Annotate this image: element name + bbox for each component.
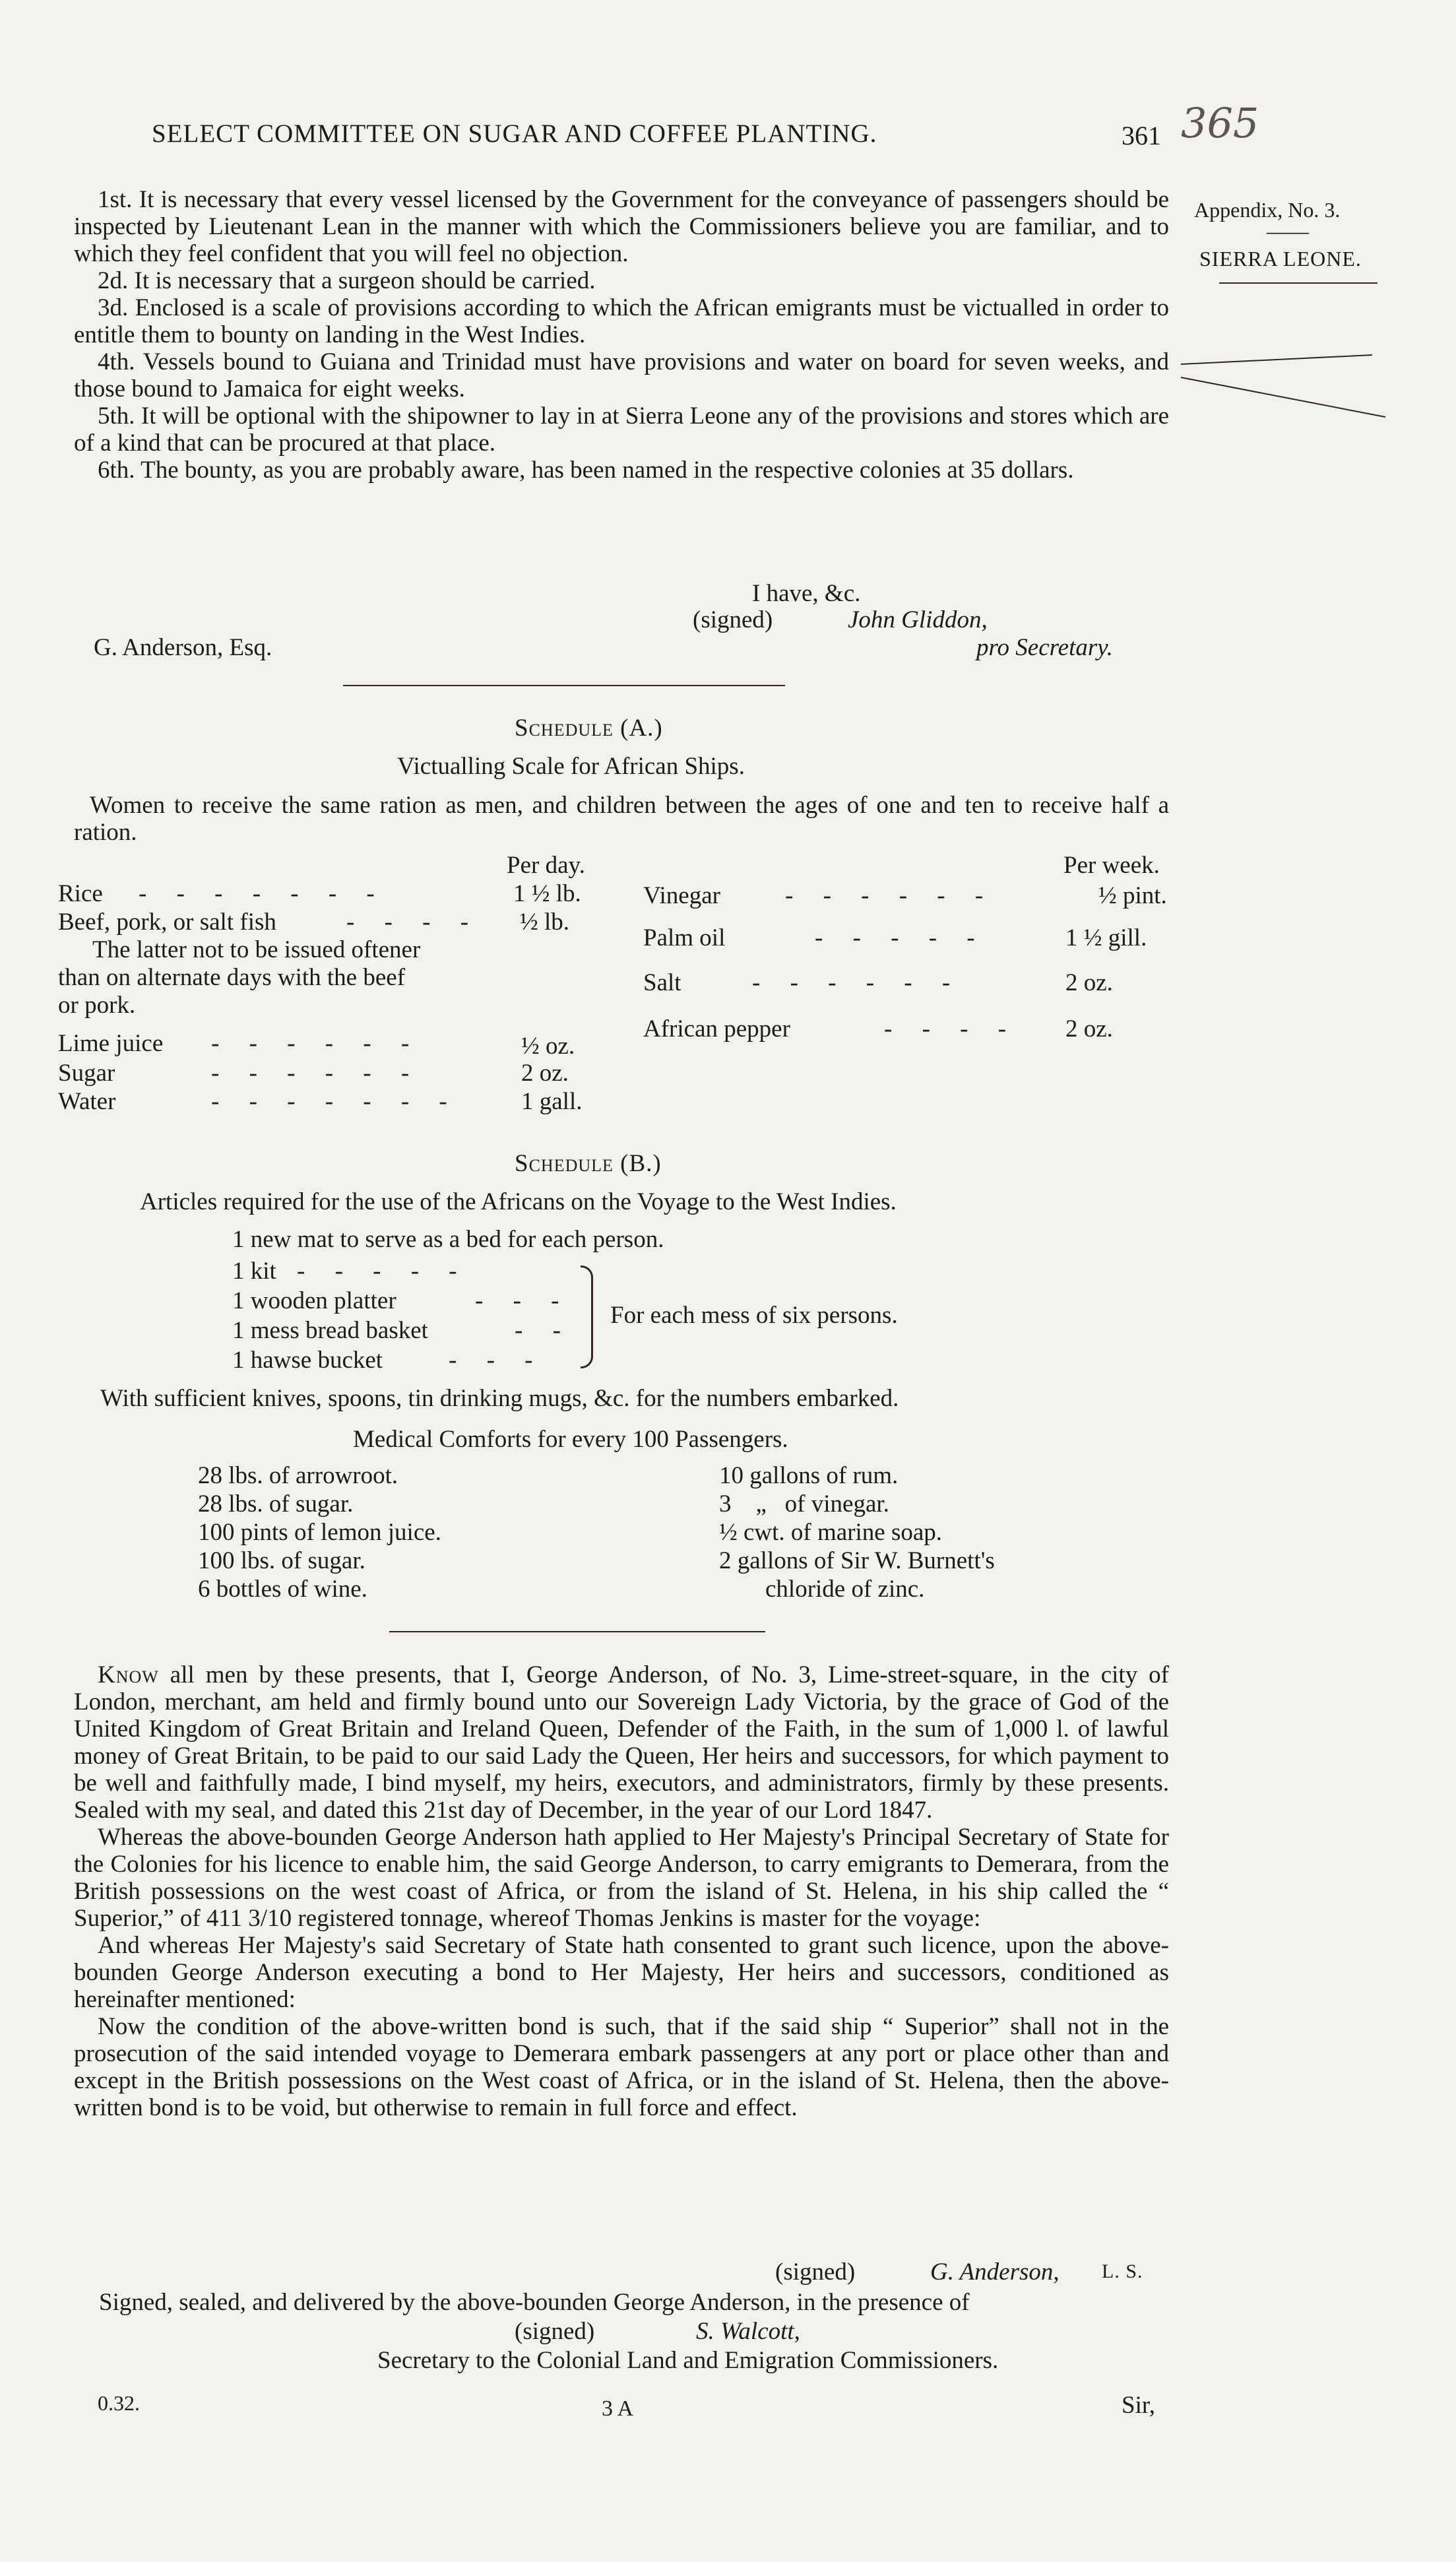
medical-left-4: 100 lbs. of sugar.	[198, 1547, 365, 1574]
witness-name: S. Walcott,	[696, 2318, 800, 2345]
medical-left-5: 6 bottles of wine.	[198, 1576, 367, 1603]
schedule-a-intro: Women to receive the same ration as men, and children between the ages of one and ten to receive half a ration.	[74, 792, 1169, 846]
letter-paragraph-1: 1st. It is necessary that every vessel licensed by the Government for the conveyance of passengers should be inspected by Lieutenant Lean in the manner with which the Commissioners believe you are familiar, and to which they feel confident that you will feel no objection.	[74, 186, 1169, 267]
daily-amount-beef: ½ lb.	[520, 909, 570, 936]
medical-left-1: 28 lbs. of arrowroot.	[198, 1462, 398, 1489]
daily-amount-sugar: 2 oz.	[521, 1060, 569, 1087]
daily-item-rice: Rice	[58, 880, 103, 907]
medical-right-3: ½ cwt. of marine soap.	[719, 1519, 943, 1546]
letter-signer: John Gliddon,	[848, 606, 988, 633]
mess-brace	[581, 1265, 593, 1368]
margin-pointer-lines	[1174, 343, 1392, 422]
bond-signer: G. Anderson,	[930, 2258, 1060, 2286]
letter-paragraph-2: 2d. It is necessary that a surgeon should be carried.	[98, 267, 596, 294]
letter-signed-label: (signed)	[693, 606, 773, 633]
daily-note-line-3: or pork.	[58, 992, 136, 1019]
page-number: 361	[1122, 121, 1161, 150]
witness-title: Secretary to the Colonial Land and Emigration Commissioners.	[377, 2347, 999, 2374]
schedule-a-title: Schedule (A.)	[515, 715, 663, 742]
medical-left-3: 100 pints of lemon juice.	[198, 1519, 441, 1546]
weekly-item-vinegar: Vinegar	[643, 882, 720, 909]
dash-leader: - - - - - -	[785, 882, 996, 909]
medical-right-4: 2 gallons of Sir W. Burnett's	[719, 1547, 995, 1574]
bond-first-words: Know	[98, 1661, 159, 1688]
dash-leader: - - - - - - -	[139, 880, 387, 907]
letter-paragraph-6: 6th. The bounty, as you are probably aware, has been named in the respective colonies at 35 dollars.	[98, 457, 1074, 484]
bond-paragraph-2: Whereas the above-bounden George Anderson hath applied to Her Majesty's Principal Secretary of State for the Colonies for his licence to enable him, the said George Anderson, to carry emigrants to Demerara, from the British possessions on the west coast of Africa, or from the island of St. Helena, in his ship called the “ Superior,” of 411 3/10 registered tonnage, whereof Thomas Jenkins is master for the voyage:	[74, 1824, 1169, 1932]
margin-rule	[1219, 282, 1377, 284]
section-rule-2	[389, 1631, 765, 1632]
schedule-b-title: Schedule (B.)	[515, 1150, 662, 1177]
witness-signed-label: (signed)	[515, 2318, 595, 2345]
weekly-item-african-pepper: African pepper	[643, 1015, 790, 1042]
medical-right-5: chloride of zinc.	[765, 1576, 925, 1603]
bond-seal: L. S.	[1102, 2260, 1143, 2282]
daily-item-lime-juice: Lime juice	[58, 1030, 164, 1057]
footer-reference: 0.32.	[98, 2391, 140, 2415]
letter-body	[74, 186, 1169, 484]
per-day-label: Per day.	[507, 852, 585, 879]
schedule-b-mat: 1 new mat to serve as a bed for each person.	[232, 1226, 664, 1253]
schedule-b-subtitle: Articles required for the use of the Africans on the Voyage to the West Indies.	[140, 1188, 897, 1215]
bond-signed-label: (signed)	[775, 2258, 856, 2286]
bond-paragraph-3: And whereas Her Majesty's said Secretary of State hath consented to grant such licence, upon the above-bounden George Anderson executing a bond to Her Majesty, Her heirs and successors, conditioned as hereinafter mentioned:	[74, 1932, 1169, 2013]
witness-line: Signed, sealed, and delivered by the above-bounden George Anderson, in the presence of	[99, 2289, 970, 2316]
weekly-amount-vinegar: ½ pint.	[1098, 882, 1167, 909]
letter-signer-title: pro Secretary.	[976, 634, 1113, 661]
letter-paragraph-4: 4th. Vessels bound to Guiana and Trinidad must have provisions and water on board for seven weeks, and those bound to Jamaica for eight weeks.	[74, 348, 1169, 402]
schedule-a-intro-block	[74, 792, 1169, 846]
dash-leader: - - - - -	[297, 1258, 469, 1285]
margin-appendix: Appendix, No. 3.	[1194, 198, 1341, 222]
medical-right-1: 10 gallons of rum.	[719, 1462, 899, 1489]
dash-leader: - - -	[475, 1287, 571, 1314]
handwritten-page-number: 365	[1181, 99, 1259, 147]
daily-item-sugar: Sugar	[58, 1060, 115, 1087]
daily-item-water: Water	[58, 1088, 116, 1115]
daily-note-line-1: The latter not to be issued oftener	[92, 936, 421, 963]
mess-item-kit: 1 kit	[232, 1258, 276, 1285]
mess-item-basket: 1 mess bread basket	[232, 1317, 428, 1344]
letter-addressee: G. Anderson, Esq.	[94, 634, 272, 661]
section-rule-1	[343, 685, 785, 686]
weekly-amount-african-pepper: 2 oz.	[1065, 1015, 1113, 1042]
schedule-a-subtitle: Victualling Scale for African Ships.	[397, 753, 745, 780]
utensils-line: With sufficient knives, spoons, tin drinking mugs, &c. for the numbers embarked.	[100, 1385, 899, 1412]
weekly-amount-salt: 2 oz.	[1065, 969, 1113, 996]
mess-item-platter: 1 wooden platter	[232, 1287, 396, 1314]
medical-left-2: 28 lbs. of sugar.	[198, 1490, 354, 1518]
dash-leader: - - -	[449, 1347, 545, 1374]
dash-leader: - - - - - -	[211, 1030, 422, 1057]
dash-leader: - - - - - - -	[211, 1088, 459, 1115]
mess-note: For each mess of six persons.	[610, 1302, 898, 1329]
dash-leader: - - - -	[346, 909, 481, 936]
daily-amount-rice: 1 ½ lb.	[513, 880, 581, 907]
weekly-item-salt: Salt	[643, 969, 681, 996]
weekly-amount-palm-oil: 1 ½ gill.	[1065, 924, 1147, 951]
margin-place: SIERRA LEONE.	[1199, 247, 1362, 271]
daily-amount-water: 1 gall.	[521, 1088, 583, 1115]
medical-title: Medical Comforts for every 100 Passengers.	[353, 1426, 788, 1453]
bond-paragraph-4: Now the condition of the above-written bond is such, that if the said ship “ Superior” shall not in the prosecution of the said intended voyage to Demerara embark passengers at any port or place other than and except in the British possessions on the West coast of Africa, or in the island of St. Helena, then the above-written bond is to be void, but otherwise to remain in full force and effect.	[74, 2013, 1169, 2121]
margin-dash: ——	[1267, 219, 1309, 243]
footer-signature-mark: 3 A	[602, 2396, 634, 2421]
dash-leader: - - - - - -	[752, 969, 963, 996]
letter-paragraph-5: 5th. It will be optional with the shipowner to lay in at Sierra Leone any of the provisions and stores which are of a kind that can be procured at that place.	[74, 402, 1169, 457]
medical-right-2: 3 „ of vinegar.	[719, 1490, 889, 1518]
dash-leader: - - - - -	[815, 924, 987, 951]
letter-closing: I have, &c.	[752, 580, 861, 607]
dash-leader: - - - -	[884, 1015, 1019, 1042]
dash-leader: - - - - - -	[211, 1060, 422, 1087]
daily-note-line-2: than on alternate days with the beef	[58, 964, 406, 991]
bond-body	[74, 1661, 1169, 2121]
dash-leader: - -	[515, 1317, 573, 1344]
bond-paragraph-1: Know all men by these presents, that I, George Anderson, of No. 3, Lime-street-square, in the city of London, merchant, am held and firmly bound unto our Sovereign Lady Victoria, by the grace of God of the United Kingdom of Great Britain and Ireland Queen, Defender of the Faith, in the sum of 1,000 l. of lawful money of Great Britain, to be paid to our said Lady the Queen, Her heirs and successors, for which payment to be well and faithfully made, I bind myself, my heirs, executors, and administrators, firmly by these presents. Sealed with my seal, and dated this 21st day of December, in the year of our Lord 1847.	[74, 1661, 1169, 1824]
per-week-label: Per week.	[1063, 852, 1160, 879]
daily-amount-lime-juice: ½ oz.	[521, 1033, 575, 1060]
letter-paragraph-3: 3d. Enclosed is a scale of provisions according to which the African emigrants must be victualled in order to entitle them to bounty on landing in the West Indies.	[74, 294, 1169, 348]
daily-item-beef: Beef, pork, or salt fish	[58, 909, 276, 936]
footer-catchword: Sir,	[1122, 2392, 1155, 2419]
weekly-item-palm-oil: Palm oil	[643, 924, 726, 951]
mess-item-bucket: 1 hawse bucket	[232, 1347, 383, 1374]
running-header: SELECT COMMITTEE ON SUGAR AND COFFEE PLANTING.	[152, 119, 877, 148]
